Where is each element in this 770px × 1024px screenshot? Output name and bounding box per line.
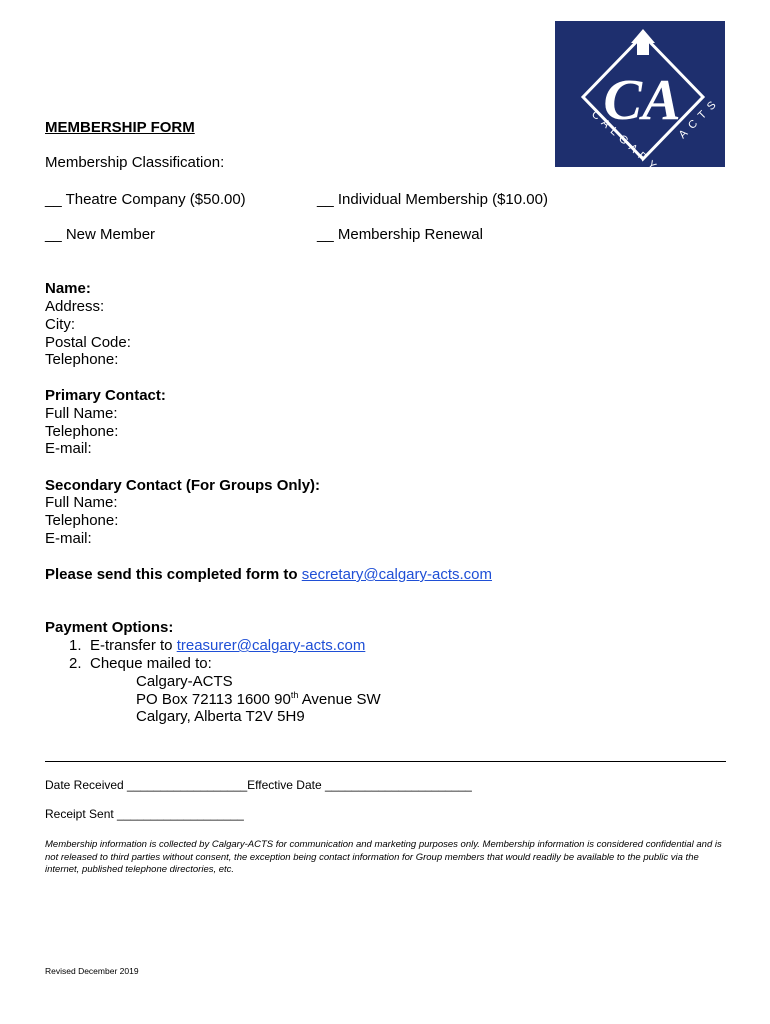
primary-email-label: E-mail: bbox=[45, 440, 92, 457]
mailing-address-line-2 bbox=[136, 691, 381, 708]
option-new-member[interactable]: __ New Member bbox=[45, 226, 156, 243]
payment-options-heading: Payment Options: bbox=[45, 619, 174, 636]
receipt-sent-line: Receipt Sent ___________________ bbox=[45, 807, 244, 821]
form-title: MEMBERSHIP FORM bbox=[45, 119, 195, 136]
logo-ring-left: CALGARY bbox=[588, 108, 662, 167]
secretary-email-link[interactable]: secretary@calgary-acts.com bbox=[301, 566, 493, 583]
name-label: Name: bbox=[45, 280, 91, 297]
logo-graphic bbox=[555, 21, 725, 167]
date-received-line: Date Received __________________Effective Date ______________________ bbox=[45, 778, 472, 792]
send-instruction-text: Please send this completed form to bbox=[45, 566, 302, 583]
payment-option-1-text: E-transfer to bbox=[90, 637, 177, 654]
telephone-label: Telephone: bbox=[45, 351, 119, 368]
secondary-email-label: E-mail: bbox=[45, 530, 92, 547]
send-instruction bbox=[45, 566, 492, 583]
payment-option-1-number: 1. bbox=[69, 637, 82, 654]
option-theatre-company[interactable]: __ Theatre Company ($50.00) bbox=[45, 191, 246, 208]
secondary-telephone-label: Telephone: bbox=[45, 512, 119, 529]
address-label: Address: bbox=[45, 298, 105, 315]
office-use-divider bbox=[45, 761, 726, 762]
mailing-address-line-1: Calgary-ACTS bbox=[136, 673, 233, 690]
mailing-address-line-2-end: Avenue SW bbox=[298, 691, 381, 708]
revised-date: Revised December 2019 bbox=[45, 966, 139, 976]
primary-full-name-label: Full Name: bbox=[45, 405, 118, 422]
secondary-contact-heading: Secondary Contact (For Groups Only): bbox=[45, 477, 321, 494]
primary-contact-heading: Primary Contact: bbox=[45, 387, 166, 404]
payment-option-2-text: Cheque mailed to: bbox=[90, 655, 212, 672]
payment-option-2-number: 2. bbox=[69, 655, 82, 672]
logo-ring-right: ACTS bbox=[676, 94, 723, 142]
privacy-disclaimer: Membership information is collected by Calgary-ACTS for communication and marketing purposes only. Membership information is considered confidential and is not released to third parties without consent, the exception being contact information for Group members that would readily be available to the public via the internet, published telephone directories, etc. bbox=[45, 839, 722, 875]
primary-telephone-label: Telephone: bbox=[45, 423, 119, 440]
postal-code-label: Postal Code: bbox=[45, 334, 131, 351]
secondary-full-name-label: Full Name: bbox=[45, 494, 118, 511]
payment-option-1 bbox=[90, 637, 365, 654]
mailing-address-line-2-main: PO Box 72113 1600 90 bbox=[136, 691, 291, 708]
city-label: City: bbox=[45, 316, 75, 333]
ordinal-suffix: th bbox=[290, 690, 299, 700]
mailing-address-line-3: Calgary, Alberta T2V 5H9 bbox=[136, 708, 305, 725]
classification-label: Membership Classification: bbox=[45, 154, 225, 171]
logo-letters: CA bbox=[603, 67, 681, 132]
option-individual-membership[interactable]: __ Individual Membership ($10.00) bbox=[317, 191, 548, 208]
option-membership-renewal[interactable]: __ Membership Renewal bbox=[317, 226, 483, 243]
treasurer-email-link[interactable]: treasurer@calgary-acts.com bbox=[176, 637, 366, 654]
calgary-acts-logo bbox=[555, 21, 725, 167]
